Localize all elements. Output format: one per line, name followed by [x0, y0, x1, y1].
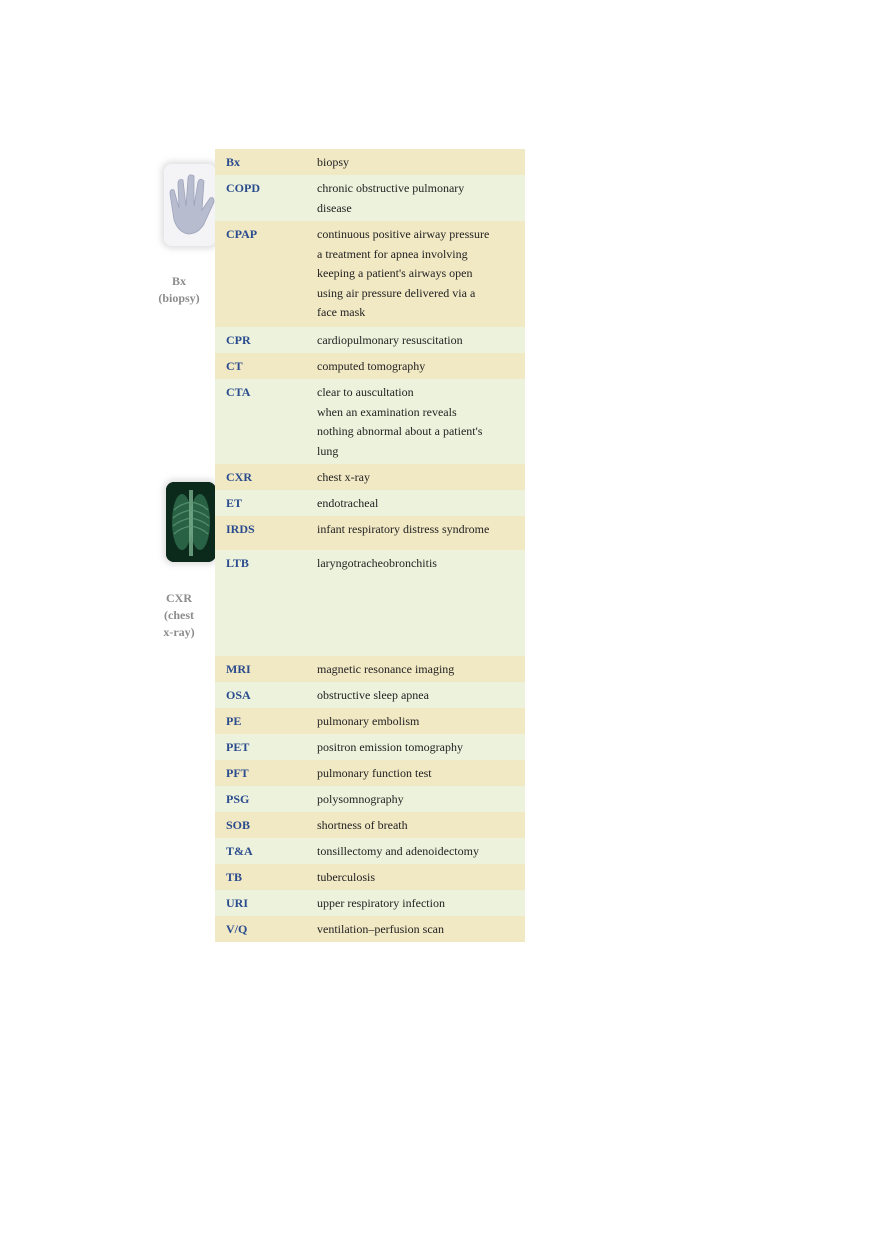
- definition-line: when an examination reveals: [317, 404, 457, 419]
- caption-line: CXR: [166, 591, 192, 605]
- abbreviation-definition: [317, 379, 525, 464]
- abbreviation-term: CPAP: [226, 227, 258, 241]
- abbreviation-definition: [317, 353, 525, 379]
- abbreviation-term: V/Q: [226, 922, 248, 936]
- abbreviation-term: PSG: [226, 792, 250, 806]
- definition-line: tuberculosis: [317, 870, 375, 884]
- definition-line: polysomnography: [317, 792, 404, 806]
- abbreviation-term: SOB: [226, 818, 251, 832]
- abbreviation-table: [215, 149, 525, 942]
- abbreviation-term: Bx: [226, 155, 241, 169]
- abbreviation-term: LTB: [226, 556, 249, 570]
- abbreviation-row: [215, 682, 525, 708]
- abbreviation-definition: [317, 682, 525, 708]
- definition-line: computed tomography: [317, 359, 426, 373]
- abbreviation-term: CTA: [226, 385, 251, 399]
- abbreviation-row: [215, 379, 525, 464]
- definition-line: upper respiratory infection: [317, 896, 445, 910]
- definition-line: pulmonary function test: [317, 766, 432, 780]
- caption-line: Bx: [171, 274, 186, 288]
- abbreviation-term: CT: [226, 359, 243, 373]
- abbreviation-term: PET: [226, 740, 250, 754]
- definition-line: a treatment for apnea involving: [317, 246, 468, 261]
- caption-line: (biopsy): [158, 291, 200, 305]
- abbreviation-row: [215, 149, 525, 175]
- abbreviation-row: [215, 812, 525, 838]
- abbreviation-definition: [317, 464, 525, 490]
- definition-line: lung: [317, 443, 339, 458]
- glove-icon: [164, 164, 216, 246]
- chest-xray-icon: [166, 482, 216, 562]
- abbreviation-row: [215, 864, 525, 890]
- abbreviation-row: [215, 464, 525, 490]
- abbreviation-definition: [317, 149, 525, 175]
- abbreviation-term: T&A: [226, 844, 253, 858]
- abbreviation-term: MRI: [226, 662, 251, 676]
- definition-line: clear to auscultation: [317, 385, 414, 399]
- abbreviation-definition: [317, 812, 525, 838]
- abbreviation-row: [215, 353, 525, 379]
- definition-line: chest x-ray: [317, 470, 370, 484]
- abbreviation-term: OSA: [226, 688, 251, 702]
- abbreviation-row: [215, 221, 525, 327]
- definition-line: cardiopulmonary resuscitation: [317, 333, 463, 347]
- abbreviation-row: [215, 516, 525, 550]
- definition-line: biopsy: [317, 155, 350, 169]
- abbreviation-term: IRDS: [226, 522, 255, 536]
- abbreviation-definition: [317, 550, 525, 656]
- abbreviation-row: [215, 838, 525, 864]
- abbreviation-row: [215, 550, 525, 656]
- abbreviation-definition: [317, 786, 525, 812]
- abbreviation-row: [215, 708, 525, 734]
- chest-xray-caption: [139, 590, 219, 641]
- definition-line: obstructive sleep apnea: [317, 688, 429, 702]
- definition-line: magnetic resonance imaging: [317, 662, 455, 676]
- abbreviation-term: TB: [226, 870, 243, 884]
- abbreviation-definition: [317, 916, 525, 942]
- abbreviation-definition: [317, 734, 525, 760]
- definition-line: using air pressure delivered via a: [317, 285, 476, 300]
- abbreviation-definition: [317, 175, 525, 221]
- definition-line: pulmonary embolism: [317, 714, 420, 728]
- definition-line: chronic obstructive pulmonary: [317, 181, 465, 195]
- definition-line: endotracheal: [317, 496, 379, 510]
- definition-line: shortness of breath: [317, 818, 408, 832]
- abbreviation-definition: [317, 221, 525, 327]
- definition-line: nothing abnormal about a patient's: [317, 424, 483, 438]
- chest-xray-image: [166, 482, 216, 562]
- definition-line: laryngotracheobronchitis: [317, 556, 437, 570]
- abbreviation-term: URI: [226, 896, 249, 910]
- abbreviation-row: [215, 490, 525, 516]
- definition-line: positron emission tomography: [317, 740, 463, 754]
- abbreviation-definition: [317, 838, 525, 864]
- abbreviation-term: ET: [226, 496, 243, 510]
- abbreviation-row: [215, 656, 525, 682]
- abbreviation-definition: [317, 760, 525, 786]
- biopsy-caption: [139, 273, 219, 307]
- biopsy-glove-image: [164, 164, 216, 246]
- caption-line: (chest: [164, 608, 194, 622]
- abbreviation-term: PFT: [226, 766, 249, 780]
- abbreviation-row: [215, 786, 525, 812]
- definition-line: disease: [317, 200, 352, 215]
- abbreviation-row: [215, 734, 525, 760]
- definition-line: face mask: [317, 305, 366, 319]
- abbreviation-row: [215, 760, 525, 786]
- abbreviation-definition: [317, 864, 525, 890]
- abbreviation-row: [215, 327, 525, 353]
- abbreviation-definition: [317, 327, 525, 353]
- abbreviation-term: PE: [226, 714, 242, 728]
- abbreviation-term: COPD: [226, 181, 260, 195]
- definition-line: tonsillectomy and adenoidectomy: [317, 844, 479, 858]
- definition-line: infant respiratory distress syndrome: [317, 522, 490, 536]
- abbreviation-definition: [317, 890, 525, 916]
- caption-line: x-ray): [163, 625, 195, 639]
- abbreviation-row: [215, 890, 525, 916]
- definition-line: ventilation–perfusion scan: [317, 922, 444, 936]
- abbreviation-term: CPR: [226, 333, 251, 347]
- abbreviation-row: [215, 916, 525, 942]
- abbreviation-definition: [317, 490, 525, 516]
- definition-line: continuous positive airway pressure: [317, 227, 490, 241]
- abbreviation-term: CXR: [226, 470, 252, 484]
- abbreviation-definition: [317, 516, 525, 550]
- definition-line: keeping a patient's airways open: [317, 266, 473, 280]
- abbreviation-row: [215, 175, 525, 221]
- abbreviation-definition: [317, 708, 525, 734]
- abbreviation-definition: [317, 656, 525, 682]
